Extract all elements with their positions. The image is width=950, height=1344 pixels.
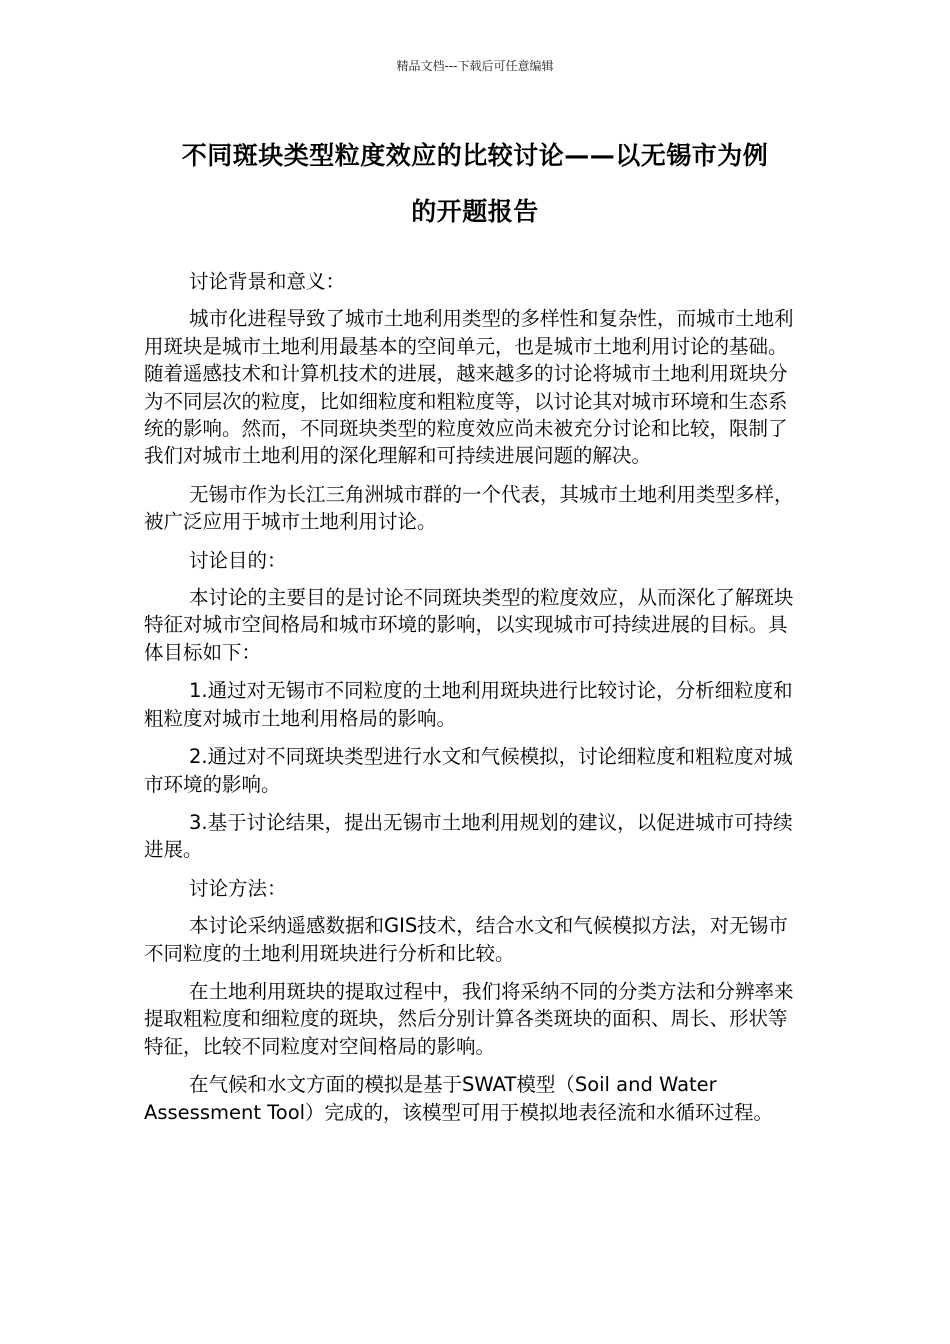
paragraph-method-2: 在土地利用斑块的提取过程中，我们将采纳不同的分类方法和分辨率来提取粗粒度和细粒度的斑块，然后分别计算各类斑块的面积、周长、形状等特征，比较不同粒度对空间格局的影响。: [144, 979, 794, 1058]
page-header: 精品文档---下载后可任意编辑: [396, 59, 554, 73]
list-item-goal-3: 3.基于讨论结果，提出无锡市土地利用规划的建议，以促进城市可持续进展。: [144, 810, 793, 862]
document-body: [144, 268, 796, 1137]
paragraph-background-1: 城市化进程导致了城市土地利用类型的多样性和复杂性，而城市土地利用斑块是城市土地利用最基本的空间单元，也是城市土地利用讨论的基础。随着遥感技术和计算机技术的进展，越来越多的讨论将城市土地利用斑块分为不同层次的粒度，比如细粒度和粗粒度等，以讨论其对城市环境和生态系统的影响。然而，不同斑块类型的粒度效应尚未被充分讨论和比较，限制了我们对城市土地利用的深化理解和可持续进展问题的解决。: [144, 307, 794, 468]
list-item-goal-2: 2.通过对不同斑块类型进行水文和气候模拟，讨论细粒度和粗粒度对城市环境的影响。: [144, 745, 793, 796]
list-item-goal-1: 1.通过对无锡市不同粒度的土地利用斑块进行比较讨论，分析细粒度和粗粒度对城市土地利用格局的影响。: [144, 679, 793, 730]
document-title: [120, 134, 830, 234]
paragraph-background-2: 无锡市作为长江三角洲城市群的一个代表，其城市土地利用类型多样，被广泛应用于城市土地利用讨论。: [144, 482, 794, 534]
title-line-2: 的开题报告: [411, 197, 539, 226]
title-line-1: 不同斑块类型粒度效应的比较讨论——以无锡市为例: [181, 141, 769, 170]
section-heading-background: 讨论背景和意义：: [189, 270, 346, 293]
paragraph-method-1: 本讨论采纳遥感数据和GIS技术，结合水文和气候模拟方法，对无锡市不同粒度的土地利用斑块进行分析和比较。: [144, 914, 788, 965]
section-heading-method: 讨论方法：: [189, 876, 287, 900]
paragraph-purpose: 本讨论的主要目的是讨论不同斑块类型的粒度效应，从而深化了解斑块特征对城市空间格局和城市环境的影响，以实现城市可持续进展的目标。具体目标如下：: [144, 586, 794, 664]
paragraph-method-3: 在气候和水文方面的模拟是基于SWAT模型（Soil and Water Assessment Tool）完成的，该模型可用于模拟地表径流和水循环过程。: [144, 1073, 774, 1124]
section-heading-purpose: 讨论目的：: [189, 548, 287, 572]
